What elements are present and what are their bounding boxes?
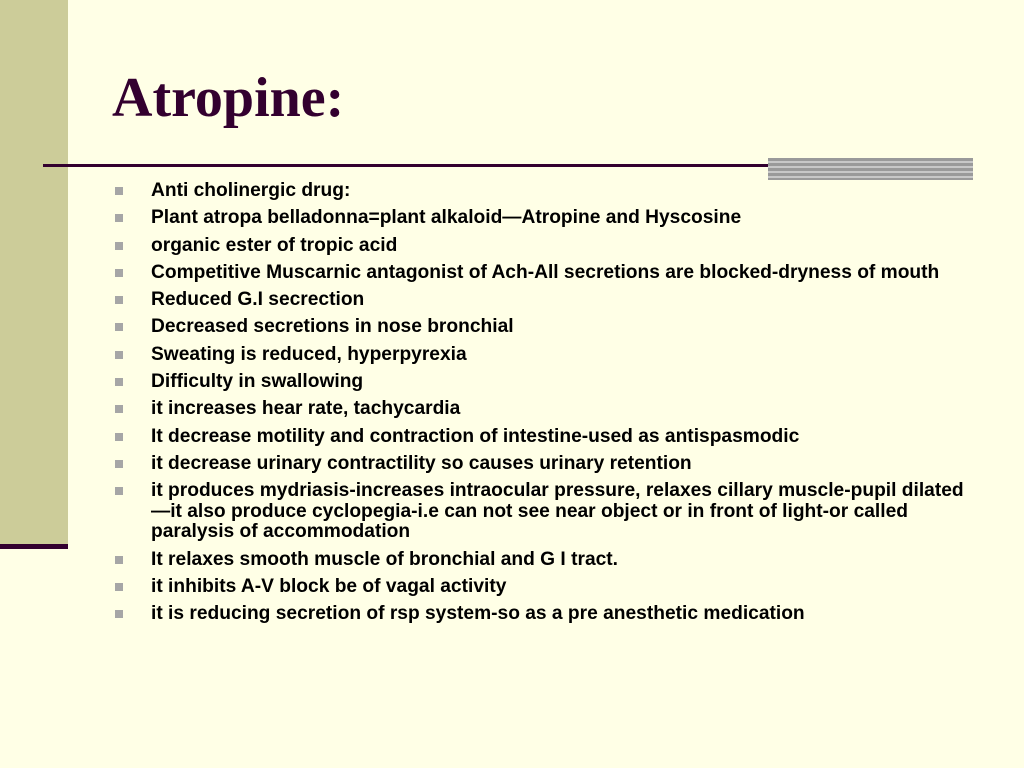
square-bullet-icon — [115, 487, 123, 495]
bullet-item — [112, 427, 972, 448]
bullet-item — [112, 481, 972, 543]
square-bullet-icon — [115, 405, 123, 413]
square-bullet-icon — [115, 269, 123, 277]
square-bullet-icon — [115, 242, 123, 250]
bullet-text: Sweating is reduced, hyperpyrexia — [151, 343, 467, 365]
bullet-text: it is reducing secretion of rsp system-so as a pre anesthetic medication — [151, 603, 805, 625]
bullet-item — [112, 454, 972, 475]
square-bullet-icon — [115, 323, 123, 331]
square-bullet-icon — [115, 214, 123, 222]
bullet-item — [112, 577, 972, 598]
bullet-text: Reduced G.I secrection — [151, 289, 365, 311]
bullet-text: it decrease urinary contractility so causes urinary retention — [151, 452, 692, 474]
bullet-item — [112, 399, 972, 420]
bullet-item — [112, 345, 972, 366]
bullet-text: Difficulty in swallowing — [151, 371, 364, 393]
bullet-item — [112, 290, 972, 311]
bullet-item — [112, 604, 972, 625]
bullet-text: It relaxes smooth muscle of bronchial and G I tract. — [151, 548, 619, 570]
bullet-text: organic ester of tropic acid — [151, 234, 398, 256]
accent-bar — [768, 158, 973, 180]
square-bullet-icon — [115, 556, 123, 564]
bullet-text: Decreased secretions in nose bronchial — [151, 316, 514, 338]
bullet-item — [112, 236, 972, 257]
bullet-item — [112, 317, 972, 338]
bullet-text: it increases hear rate, tachycardia — [151, 398, 461, 420]
bullet-text: it inhibits A-V block be of vagal activity — [151, 575, 507, 597]
bullet-text: It decrease motility and contraction of intestine-used as antispasmodic — [151, 425, 800, 447]
square-bullet-icon — [115, 460, 123, 468]
square-bullet-icon — [115, 433, 123, 441]
bullet-text: Plant atropa belladonna=plant alkaloid—Atropine and Hyscosine — [151, 207, 742, 229]
bullet-item — [112, 208, 972, 229]
square-bullet-icon — [115, 378, 123, 386]
bullet-text: it produces mydriasis-increases intraocular pressure, relaxes cillary muscle-pupil dilated—it also produce cyclopegia-i.e can not see near object or in front of light-or called paralysis of accommodation — [151, 480, 964, 543]
square-bullet-icon — [115, 296, 123, 304]
square-bullet-icon — [115, 351, 123, 359]
bullet-item — [112, 181, 972, 202]
bullet-text: Anti cholinergic drug: — [151, 180, 351, 201]
square-bullet-icon — [115, 610, 123, 618]
bullet-text: Competitive Muscarnic antagonist of Ach-All secretions are blocked-dryness of mouth — [151, 261, 940, 283]
square-bullet-icon — [115, 187, 123, 195]
square-bullet-icon — [115, 583, 123, 591]
side-band — [0, 0, 68, 545]
bullet-list — [112, 181, 972, 625]
bullet-item — [112, 263, 972, 284]
slide-title: Atropine: — [112, 67, 345, 129]
bullet-item — [112, 372, 972, 393]
side-rule — [0, 544, 68, 549]
bullet-item — [112, 550, 972, 571]
